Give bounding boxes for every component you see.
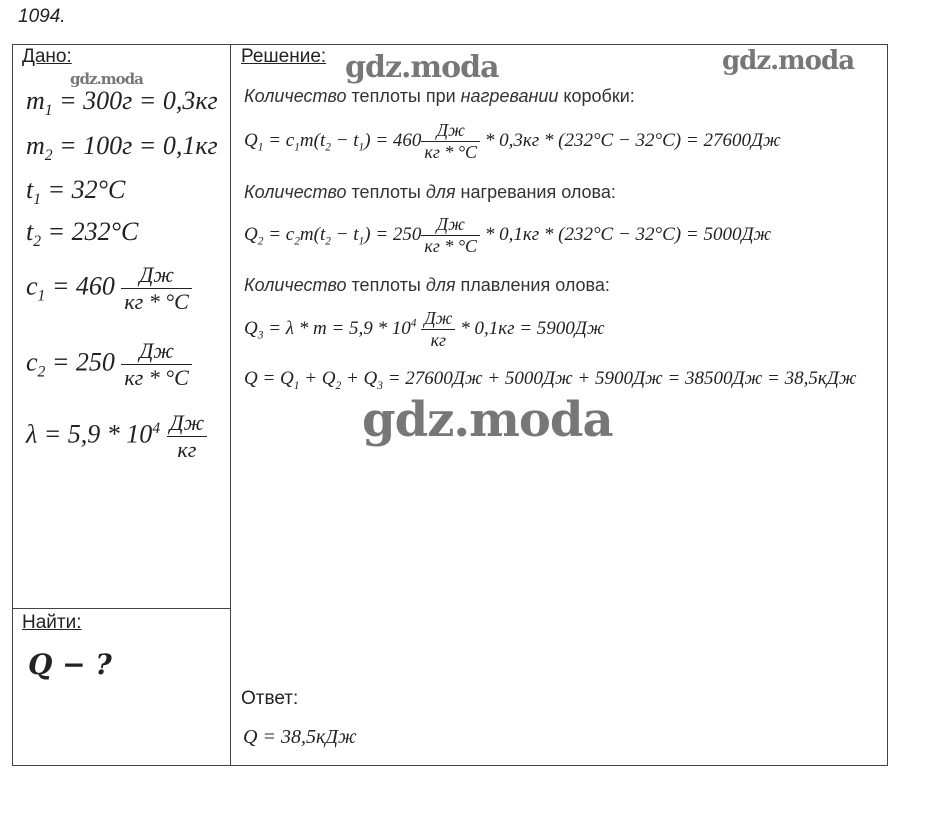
given-t1: $t_1 = 32^\circ С$ [26,175,126,209]
answer-value: Q = 38,5кДж [243,726,357,748]
find-expression: Q − ? [28,648,112,681]
solution-header: Решение: [241,46,327,67]
label-melt-tin: Количество теплоты для плавления олова: [244,275,610,295]
equation-q3: $Q_3 = \lambda * m = 5,9 * 10^4$ $\frac{Дж}{кг}$ * 0,1кг = 5900Дж [244,308,605,350]
watermark-top-right: gdz.moda [722,46,855,76]
given-c2: $c_2 = 250$ $\frac{Дж}{кг * ^\circ С}$ [26,338,192,391]
watermark-center: gdz.moda [362,392,613,448]
equation-q2: $Q_2 = c_2m(t_2 - t_1) = 250$ $\frac{Дж}{кг * ^\circ С}$ * 0,1кг * (232°С − 32°С) = 5000Дж [244,214,772,256]
equation-total: $Q = Q_1 + Q_2 + Q_3 = 27600Дж + 5000Дж + 5900Дж = 38500Дж = 38,5кДж$ [244,368,857,392]
watermark-top: gdz.moda [345,50,499,85]
label-heat-box: Количество теплоты при нагревании коробки: [244,86,635,106]
answer-label: Ответ: [241,688,299,709]
given-find-divider [12,608,231,609]
find-header: Найти: [22,612,82,633]
given-t2: $t_2 = 232^\circ С$ [26,217,139,251]
given-m1: $m_1 = 300г = 0,3кг$ [26,86,218,120]
watermark-small: gdz.moda [70,70,143,88]
equation-q1: $Q_1 = c_1m(t_2 - t_1) = 460$ $\frac{Дж}{кг * ^\circ С}$ * 0,3кг * (232°С − 32°С) = 27600Дж [244,120,781,162]
column-divider [230,44,231,766]
given-m2: $m_2 = 100г = 0,1кг$ [26,131,218,165]
problem-number: 1094. [18,6,66,27]
given-lambda: $\lambda = 5,9 * 10^4$ $\frac{Дж}{кг}$ [26,410,207,463]
given-c1: $c_1 = 460$ $\frac{Дж}{кг * ^\circ С}$ [26,262,192,315]
given-header: Дано: [22,46,72,67]
label-heat-tin: Количество теплоты для нагревания олова: [244,182,616,202]
